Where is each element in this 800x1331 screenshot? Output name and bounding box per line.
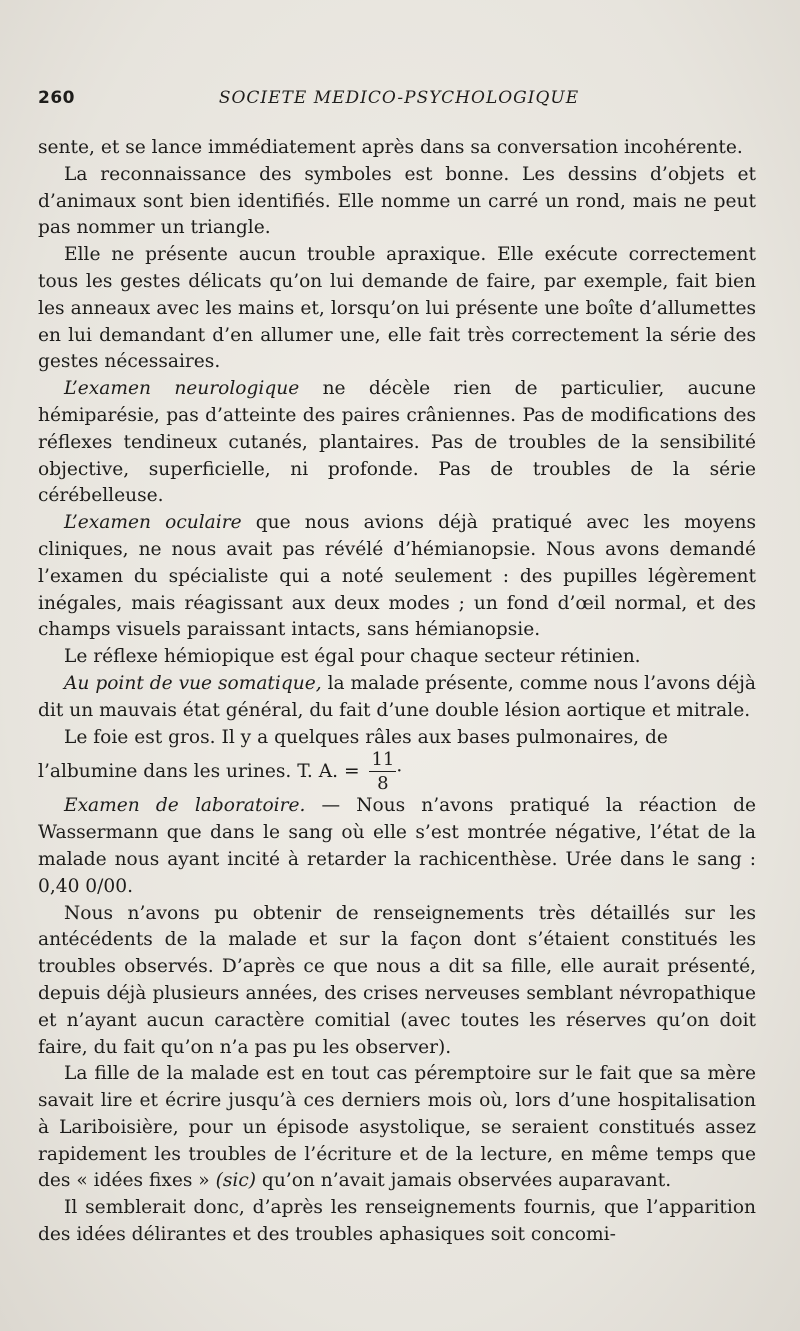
fraction-denominator: 8 <box>377 773 389 795</box>
body-text <box>38 135 756 1249</box>
sic-note: (sic) <box>215 1170 257 1192</box>
paragraph: sente, et se lance immédiatement après dans sa conversation incohérente. <box>38 137 743 158</box>
paragraph-text: que nous avions déjà pratiqué avec les moyens cliniques, ne nous avait pas révélé d’hémianopsie. Nous avons demandé l’examen du spécialiste qui a noté seulement : des pupilles légèrement inégales, mais réagissant aux deux modes ; un fond d’œil normal, et des champs visuels paraissant intacts, sans hémianopsie. <box>38 512 756 641</box>
paragraph: Le foie est gros. Il y a quelques râles aux bases pulmonaires, de <box>64 726 668 748</box>
paragraph-text: — Nous n’avons pratiqué la réaction de Wassermann que dans le sang où elle s’est montrée négative, l’état de la malade nous ayant incité à retarder la rachicenthèse. Urée dans le sang : 0,40 0/00. <box>38 795 756 897</box>
page-number: 260 <box>38 88 75 108</box>
formula-line <box>38 751 756 793</box>
paragraph: Elle ne présente aucun trouble apraxique. Elle exécute correctement tous les gestes délicats qu’on lui demande de faire, par exemple, fait bien les anneaux avec les mains et, lorsqu’on lui présente une boîte d’allumettes en lui demandant d’en allumer une, elle fait très correctement la série des gestes nécessaires. <box>38 244 756 373</box>
paragraph <box>38 510 756 644</box>
paragraph <box>38 1061 756 1195</box>
paragraph-lead: L’examen neurologique <box>64 378 300 400</box>
paragraph: Il semblerait donc, d’après les renseignements fournis, que l’apparition des idées délirantes et des troubles aphasiques soit concomi- <box>38 1197 756 1246</box>
formula-end: · <box>396 761 403 783</box>
formula-text: l’albumine dans les urines. T. A. = <box>38 761 366 783</box>
paragraph <box>38 376 756 510</box>
paragraph-text: ne décèle rien de particulier, aucune hémiparésie, pas d’atteinte des paires crâniennes. Pas de modifications des réflexes tendineux cutanés, plantaires. Pas de troubles de la sensibilité objective, superficielle, ni profonde. Pas de troubles de la série cérébelleuse. <box>38 378 756 507</box>
paragraph-text: la malade présente, comme nous l’avons déjà dit un mauvais état général, du fait d’une double lésion aortique et mitrale. <box>38 672 756 721</box>
fraction-numerator: 11 <box>371 749 395 771</box>
paragraph-lead: Au point de vue somatique, <box>64 672 322 694</box>
paragraph: Le réflexe hémiopique est égal pour chaque secteur rétinien. <box>64 646 641 668</box>
paragraph-lead: L’examen oculaire <box>64 512 242 534</box>
paragraph-text: qu’on n’avait jamais observées auparavant. <box>256 1170 672 1192</box>
paragraph <box>38 793 756 900</box>
paragraph-text: La fille de la malade est en tout cas péremptoire sur le fait que sa mère savait lire et écrire jusqu’à ces derniers mois où, lors d’une hospitalisation à Lariboisière, pour un épisode asystolique, se seraient constitués assez rapidement les troubles de l’écriture et de la lecture, en même temps que des « idées fixes » <box>38 1063 756 1192</box>
paragraph: Nous n’avons pu obtenir de renseignements très détaillés sur les antécédents de la malade et sur la façon dont s’étaient constitués les troubles observés. D’après ce que nous a dit sa fille, elle aurait présenté, depuis déjà plusieurs années, des crises nerveuses semblant névropathique et n’ayant aucun caractère comitial (avec toutes les réserves qu’on doit faire, du fait qu’on n’a pas pu les observer). <box>38 902 756 1058</box>
paragraph-lead: Examen de laboratoire. <box>64 795 306 817</box>
paragraph <box>38 671 756 725</box>
running-head: SOCIETE MEDICO-PSYCHOLOGIQUE <box>218 88 580 108</box>
paragraph: La reconnaissance des symboles est bonne. Les dessins d’objets et d’animaux sont bien identifiés. Elle nomme un carré un rond, mais ne peut pas nommer un triangle. <box>38 163 756 239</box>
fraction <box>369 751 396 793</box>
page-header <box>38 88 760 118</box>
